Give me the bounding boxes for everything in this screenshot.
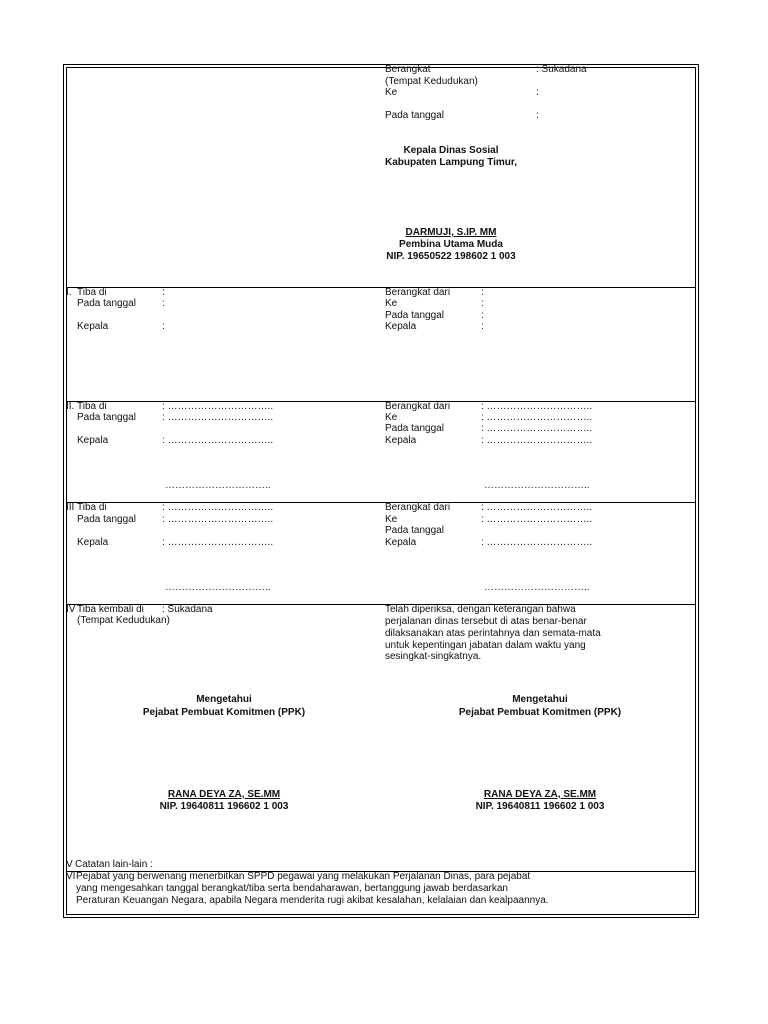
verification-line-5: sesingkat-singkatnya. xyxy=(385,651,482,662)
to-value: : ………………………….. xyxy=(481,514,593,525)
arrival-value: : xyxy=(162,287,165,298)
depart-date-label: Pada tanggal xyxy=(385,525,444,536)
depart-from-value: : ………………………….. xyxy=(481,502,593,513)
home-base-label: (Tempat Kedudukan) xyxy=(385,76,478,87)
to-label: Ke xyxy=(385,412,398,423)
depart-from-label: Berangkat dari xyxy=(385,287,451,298)
to-value: : ………………………….. xyxy=(481,412,593,423)
arrival-date-value: : ………………………….. xyxy=(162,412,274,423)
return-value: : Sukadana xyxy=(162,604,213,615)
depart-from-value: : ………………………….. xyxy=(481,401,593,412)
head-label: Kepala xyxy=(77,537,109,548)
office-region: Kabupaten Lampung Timur, xyxy=(384,157,518,168)
head-label: Kepala xyxy=(77,435,109,446)
ppk-title: Pejabat Pembuat Komitmen (PPK) xyxy=(458,707,622,718)
section-2-numeral: II. xyxy=(66,401,75,412)
divider-section2 xyxy=(66,502,696,503)
verification-line-1: Telah diperiksa, dengan keterangan bahwa xyxy=(385,604,576,615)
section-4-numeral: IV xyxy=(66,604,76,615)
depart-from-label: Berangkat dari xyxy=(385,502,451,513)
section-1-numeral: I. xyxy=(66,287,72,298)
arrival-date-value: : ………………………….. xyxy=(162,514,274,525)
verification-line-2: perjalanan dinas tersebut di atas benar-benar xyxy=(385,616,587,627)
head-value: : xyxy=(162,321,165,332)
section-3-numeral: III xyxy=(66,502,75,513)
depart-date-label: Pada tanggal xyxy=(385,310,444,321)
notes-label: Catatan lain-lain : xyxy=(75,859,153,870)
signer-rank: Pembina Utama Muda xyxy=(399,239,503,250)
verification-line-4: untuk kepentingan jabatan dalam waktu yang xyxy=(385,640,586,651)
date-value: : xyxy=(536,110,539,121)
divider-top xyxy=(66,287,696,288)
signature-line-right: ………………………….. xyxy=(484,582,590,593)
destination-label: Ke xyxy=(385,87,398,98)
departure-label: Berangkat xyxy=(385,64,431,75)
home-base-label: (Tempat Kedudukan) xyxy=(77,615,170,626)
divider-section1 xyxy=(66,401,696,402)
arrival-label: Tiba di xyxy=(77,401,107,412)
office-title: Kepala Dinas Sosial xyxy=(403,145,499,156)
ppk-nip: NIP. 19640811 196602 1 003 xyxy=(159,801,289,812)
ppk-name: RANA DEYA ZA, SE.MM xyxy=(167,789,281,800)
arrival-date-label: Pada tanggal xyxy=(77,514,136,525)
arrival-label: Tiba di xyxy=(77,502,107,513)
to-label: Ke xyxy=(385,514,398,525)
head-right-value: : ………………………….. xyxy=(481,435,593,446)
head-label: Kepala xyxy=(77,321,109,332)
signature-line-right: ………………………….. xyxy=(484,480,590,491)
date-label: Pada tanggal xyxy=(385,110,444,121)
depart-date-value: : xyxy=(481,310,484,321)
head-right-label: Kepala xyxy=(385,435,417,446)
destination-value: : xyxy=(536,87,539,98)
head-right-label: Kepala xyxy=(385,537,417,548)
head-value: : ………………………….. xyxy=(162,435,274,446)
depart-date-value: : ………………………….. xyxy=(481,423,593,434)
disclaimer-line-2: yang mengesahkan tanggal berangkat/tiba serta bendaharawan, bertanggung jawab berdasarkan xyxy=(76,883,508,894)
arrival-date-label: Pada tanggal xyxy=(77,298,136,309)
acknowledged-label: Mengetahui xyxy=(196,694,252,705)
to-value: : xyxy=(481,298,484,309)
signature-line-left: ………………………….. xyxy=(165,582,271,593)
depart-from-label: Berangkat dari xyxy=(385,401,451,412)
arrival-value: : ………………………….. xyxy=(162,401,274,412)
arrival-label: Tiba di xyxy=(77,287,107,298)
head-value: : ………………………….. xyxy=(162,537,274,548)
departure-value: : Sukadana xyxy=(536,64,587,75)
signer-nip: NIP. 19650522 198602 1 003 xyxy=(386,251,516,262)
signer-name: DARMUJI, S.IP. MM xyxy=(405,227,497,238)
ppk-nip: NIP. 19640811 196602 1 003 xyxy=(475,801,605,812)
document-inner-border xyxy=(66,67,696,915)
arrival-date-label: Pada tanggal xyxy=(77,412,136,423)
head-right-label: Kepala xyxy=(385,321,417,332)
ppk-name: RANA DEYA ZA, SE.MM xyxy=(483,789,597,800)
depart-from-value: : xyxy=(481,287,484,298)
acknowledged-label: Mengetahui xyxy=(512,694,568,705)
section-6-numeral: VI xyxy=(66,871,76,882)
head-right-value: : ………………………….. xyxy=(481,537,593,548)
disclaimer-line-3: Peraturan Keuangan Negara, apabila Negara menderita rugi akibat kesalahan, kelalaian dan kealpaannya. xyxy=(76,895,549,906)
divider-section3 xyxy=(66,604,696,605)
verification-line-3: dilaksanakan atas perintahnya dan semata-mata xyxy=(385,628,601,639)
return-label: Tiba kembali di xyxy=(77,604,144,615)
arrival-date-value: : xyxy=(162,298,165,309)
disclaimer-line-1: Pejabat yang berwenang menerbitkan SPPD pegawai yang melakukan Perjalanan Dinas, para pejabat xyxy=(76,871,531,882)
arrival-value: : ………………………….. xyxy=(162,502,274,513)
head-right-value: : xyxy=(481,321,484,332)
ppk-title: Pejabat Pembuat Komitmen (PPK) xyxy=(142,707,306,718)
signature-line-left: ………………………….. xyxy=(165,480,271,491)
depart-date-label: Pada tanggal xyxy=(385,423,444,434)
section-5-numeral: V xyxy=(66,859,73,870)
to-label: Ke xyxy=(385,298,398,309)
